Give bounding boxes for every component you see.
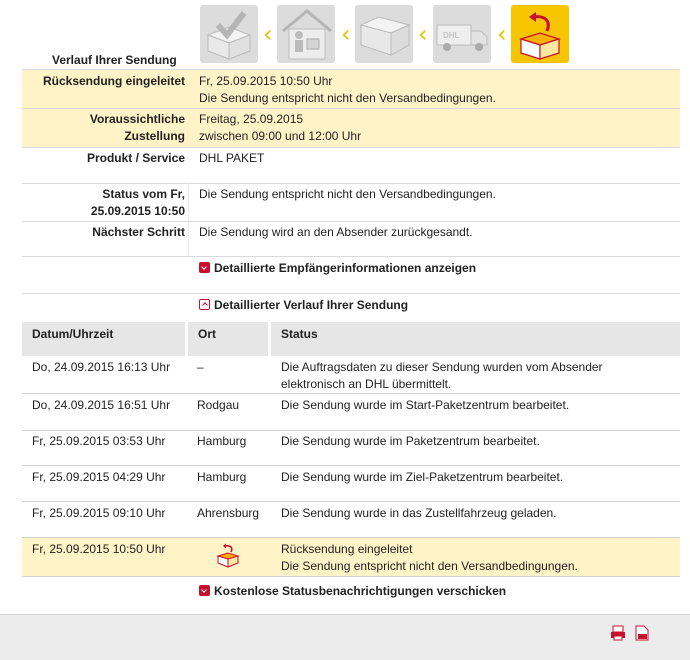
toggle-notifications-label: Kostenlose Statusbenachrichtigungen verschicken (214, 584, 507, 598)
info-value-return-date: Fr, 25.09.2015 10:50 Uhr (199, 74, 333, 88)
info-value-delivery-date: Freitag, 25.09.2015 (199, 112, 304, 126)
footer-bar (0, 614, 690, 660)
step-dhl-truck (433, 5, 491, 63)
toggle-recipient-label: Detaillierte Empfängerinformationen anzeigen (214, 261, 477, 275)
cell-date: Fr, 25.09.2015 09:10 Uhr (32, 506, 166, 520)
dhl-truck-icon (433, 5, 491, 63)
info-value-return-reason: Die Sendung entspricht nicht den Versandbedingungen. (199, 91, 496, 105)
return-box-icon (216, 542, 240, 571)
cell-date: Fr, 25.09.2015 10:50 Uhr (32, 542, 166, 556)
step-checkmark-box (200, 5, 258, 63)
info-label-status-2: 25.09.2015 10:50 (90, 204, 185, 218)
pdf-icon[interactable] (634, 625, 650, 644)
info-value-status: Die Sendung entspricht nicht den Versandbedingungen. (199, 187, 496, 201)
page-title: Verlauf Ihrer Sendung (52, 53, 177, 67)
info-label-next-step: Nächster Schritt (92, 225, 185, 239)
info-value-next-step: Die Sendung wird an den Absender zurückgesandt. (199, 225, 473, 239)
cell-place: Hamburg (197, 434, 247, 448)
info-value-delivery-window: zwischen 09:00 und 12:00 Uhr (199, 129, 362, 143)
delivery-house-icon (277, 5, 335, 63)
info-label-return: Rücksendung eingeleitet (42, 74, 185, 88)
table-header-date: Datum/Uhrzeit (22, 322, 185, 356)
cell-place: Hamburg (197, 470, 247, 484)
cell-status: Die Sendung wurde im Ziel-Paketzentrum bearbeitet. (281, 470, 564, 484)
cell-status: Die Sendung wurde im Paketzentrum bearbeitet. (281, 434, 540, 448)
chevron-left-icon: ‹ (418, 20, 428, 48)
chevron-left-icon: ‹ (341, 20, 351, 48)
toggle-history-label: Detaillierter Verlauf Ihrer Sendung (214, 298, 409, 312)
cell-date: Fr, 25.09.2015 04:29 Uhr (32, 470, 166, 484)
info-label-status-1: Status vom Fr, (102, 187, 185, 201)
loading-box-icon (355, 5, 413, 63)
expand-icon (199, 585, 210, 596)
cell-status: Rücksendung eingeleitet (281, 542, 413, 556)
cell-status: Die Sendung wurde in das Zustellfahrzeug geladen. (281, 506, 557, 520)
checkmark-box-icon (200, 5, 258, 63)
info-label-delivery-1: Voraussichtliche (89, 112, 185, 126)
step-delivery-house (277, 5, 335, 63)
toggle-notifications[interactable] (199, 584, 506, 598)
cell-date: Fr, 25.09.2015 03:53 Uhr (32, 434, 166, 448)
info-value-product: DHL PAKET (199, 151, 265, 165)
cell-place: Ahrensburg (197, 506, 260, 520)
step-loading-box (355, 5, 413, 63)
return-box-icon (511, 5, 569, 63)
cell-status: Die Sendung wurde im Start-Paketzentrum bearbeitet. (281, 398, 570, 412)
info-label-product: Produkt / Service (86, 151, 185, 165)
toggle-history[interactable] (199, 298, 408, 312)
chevron-left-icon: ‹ (263, 20, 273, 48)
table-header-status: Status (271, 322, 680, 356)
cell-status: elektronisch an DHL übermittelt. (281, 377, 452, 391)
cell-status: Die Auftragsdaten zu dieser Sendung wurden vom Absender (281, 360, 603, 374)
collapse-icon (199, 299, 210, 310)
toggle-recipient-info[interactable] (199, 261, 476, 275)
chevron-left-icon: ‹ (497, 20, 507, 48)
cell-place: Rodgau (197, 398, 240, 412)
step-return-box (511, 5, 569, 63)
print-icon[interactable] (610, 625, 626, 644)
cell-date: Do, 24.09.2015 16:51 Uhr (32, 398, 171, 412)
cell-place: – (197, 360, 204, 374)
expand-icon (199, 262, 210, 273)
cell-status: Die Sendung entspricht nicht den Versandbedingungen. (281, 559, 578, 573)
cell-date: Do, 24.09.2015 16:13 Uhr (32, 360, 171, 374)
info-label-delivery-2: Zustellung (124, 129, 185, 143)
svg-text:DHL: DHL (443, 31, 460, 40)
table-header-place: Ort (188, 322, 268, 356)
